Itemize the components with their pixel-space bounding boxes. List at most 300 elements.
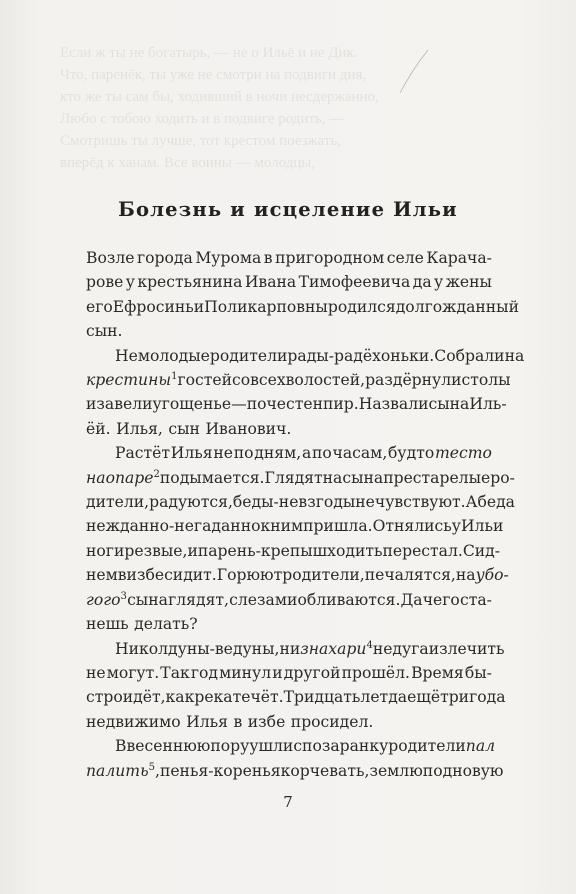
word <box>115 734 126 758</box>
word <box>213 441 233 465</box>
italic-term: знахари <box>300 639 367 658</box>
word <box>249 734 293 758</box>
text-line <box>86 368 511 392</box>
text-line <box>86 466 515 490</box>
word <box>382 539 462 563</box>
word <box>342 661 410 685</box>
word <box>86 246 135 270</box>
text-run: не <box>86 663 106 682</box>
word <box>96 392 152 416</box>
text-run: ещё <box>407 688 441 707</box>
word <box>383 466 490 490</box>
word <box>127 588 168 612</box>
word <box>452 759 503 783</box>
word <box>86 295 113 319</box>
word <box>373 637 429 661</box>
text-run: Тимофеевича <box>298 273 411 292</box>
text-run: Ефросиньи <box>112 297 205 316</box>
word <box>247 392 323 416</box>
text-run: и <box>272 663 283 682</box>
word <box>463 539 500 563</box>
word <box>466 490 478 514</box>
text-run: Немолодые <box>115 346 210 365</box>
text-run: избе <box>247 712 286 731</box>
word <box>116 417 163 441</box>
word <box>360 685 388 709</box>
word <box>204 295 328 319</box>
word <box>373 514 452 538</box>
text-run: обливаются. <box>297 590 401 609</box>
word <box>191 661 218 685</box>
word <box>118 563 127 587</box>
text-run: парень-крепыш <box>197 541 328 560</box>
text-run: Ильи <box>460 517 504 536</box>
text-run: нем <box>86 566 118 585</box>
word <box>195 246 261 270</box>
text-run: дители, <box>86 493 150 512</box>
word <box>469 685 505 709</box>
text-run: , <box>154 761 160 780</box>
word <box>505 344 525 368</box>
text-run: Горюют <box>216 566 283 585</box>
word <box>139 637 279 661</box>
text-run: ста- <box>459 590 492 609</box>
word <box>388 685 407 709</box>
word <box>86 563 118 587</box>
word <box>134 612 198 636</box>
text-run: Растёт <box>115 444 171 463</box>
word <box>272 661 282 685</box>
text-run: родители, <box>282 566 365 585</box>
text-run: нежданно-негаданно <box>86 517 261 536</box>
text-run: родители <box>209 346 288 365</box>
word <box>465 661 492 685</box>
word <box>186 710 228 734</box>
text-run: ним <box>270 517 304 536</box>
text-run: у <box>451 517 461 536</box>
text-run: не <box>355 493 375 512</box>
text-run: Время <box>411 663 464 682</box>
text-run: весеннюю <box>126 737 211 756</box>
text-run: спозаранку <box>293 737 389 756</box>
text-run: Иванович. <box>205 419 292 438</box>
word <box>210 344 288 368</box>
text-run: недуга <box>372 639 429 658</box>
word <box>126 270 135 294</box>
text-run: слезами <box>229 590 298 609</box>
word <box>407 685 440 709</box>
text-run: могут. <box>106 663 160 682</box>
word <box>86 514 260 538</box>
text-run: минул <box>219 663 272 682</box>
text-run: по <box>312 444 332 463</box>
text-run: глядят, <box>168 590 230 609</box>
ghost-line: вперёд к ханам. Все воины — молодцы, <box>60 155 316 171</box>
italic-term: убо- <box>475 566 509 585</box>
word <box>365 368 461 392</box>
word <box>413 270 432 294</box>
word <box>429 392 470 416</box>
text-run: Мурома <box>195 249 262 267</box>
text-line <box>86 270 492 294</box>
text-run: новую <box>452 761 504 780</box>
text-line <box>86 759 504 783</box>
text-line <box>86 710 492 734</box>
word <box>86 661 106 685</box>
word <box>434 270 443 294</box>
word <box>160 466 265 490</box>
text-run: селе <box>386 249 424 267</box>
text-run: лет <box>360 688 389 707</box>
text-run: избе <box>126 566 165 585</box>
text-run: Ивана <box>244 273 297 292</box>
word <box>229 588 297 612</box>
text-run: в <box>233 712 243 731</box>
text-run: города <box>137 249 193 267</box>
text-line <box>86 563 509 587</box>
text-run: рове <box>86 273 124 292</box>
text-run: часам, <box>332 444 388 463</box>
word <box>327 539 382 563</box>
word <box>254 441 301 465</box>
text-run: престарелые <box>383 468 491 487</box>
word <box>469 392 506 416</box>
page-number: 7 <box>283 793 293 811</box>
word <box>210 734 249 758</box>
text-run: нешь <box>86 615 129 634</box>
word <box>291 710 374 734</box>
text-line <box>86 637 505 661</box>
word <box>333 441 388 465</box>
word <box>234 710 243 734</box>
word <box>300 637 373 661</box>
text-run: чувствуют. <box>374 493 466 512</box>
text-run: всех <box>250 371 286 390</box>
italic-term: гого <box>86 590 121 609</box>
text-run: чего <box>422 590 460 609</box>
word <box>250 368 286 392</box>
word <box>166 685 195 709</box>
text-run: пенья-коренья <box>159 761 281 780</box>
text-line <box>86 734 496 758</box>
text-run: Поликарповны <box>204 297 328 316</box>
text-run: — <box>231 395 247 414</box>
text-run: у <box>125 273 135 292</box>
word <box>299 270 411 294</box>
word <box>86 612 129 636</box>
text-run: просидел. <box>290 712 374 731</box>
word <box>281 759 370 783</box>
word <box>233 685 284 709</box>
text-run: родители <box>388 737 466 756</box>
word <box>86 685 123 709</box>
text-run: завели <box>96 395 153 414</box>
text-run: Так <box>160 663 190 682</box>
word <box>124 539 187 563</box>
word <box>323 392 359 416</box>
word <box>477 490 515 514</box>
word <box>298 588 401 612</box>
text-run: землю <box>369 761 423 780</box>
word <box>286 368 365 392</box>
ghost-line: Если ж ты не богатырь, — не о Ильё и не Дик. <box>60 45 358 61</box>
text-run: в <box>263 249 273 267</box>
text-run: и <box>187 541 198 560</box>
bleed-through-text <box>60 42 530 192</box>
word <box>107 661 159 685</box>
word <box>113 295 204 319</box>
text-run: угощенье <box>152 395 232 414</box>
word <box>115 441 170 465</box>
text-run: сына <box>127 590 168 609</box>
text-run: Илья <box>186 712 228 731</box>
text-line <box>86 441 492 465</box>
text-run: пору <box>210 737 250 756</box>
word <box>387 246 424 270</box>
text-run: пир. <box>323 395 359 414</box>
text-run: у <box>434 273 444 292</box>
body-text <box>86 246 525 783</box>
text-line <box>86 246 492 270</box>
word <box>137 270 242 294</box>
word <box>293 734 388 758</box>
word <box>171 441 213 465</box>
word <box>232 368 250 392</box>
word <box>328 295 396 319</box>
word <box>446 270 492 294</box>
word <box>86 392 96 416</box>
text-run: ходить <box>327 541 383 560</box>
text-run: бы- <box>464 663 492 682</box>
word <box>160 661 189 685</box>
text-run: резвые, <box>124 541 188 560</box>
word <box>86 759 160 783</box>
footnote-ref: 4 <box>366 639 373 651</box>
text-run: колдуны-ведуны, <box>139 639 280 658</box>
word <box>388 441 434 465</box>
text-line <box>86 514 504 538</box>
text-run: сын. <box>86 322 123 341</box>
word <box>284 685 361 709</box>
text-run: да <box>388 688 408 707</box>
word <box>279 637 300 661</box>
ghost-line: Любо с тобою ходить и в подвиге родить, — <box>60 111 345 127</box>
italic-term: опаре <box>105 468 154 487</box>
text-run: три <box>440 688 470 707</box>
word <box>86 588 127 612</box>
text-run: река <box>194 688 233 707</box>
text-run: прошёл. <box>341 663 410 682</box>
word <box>429 637 505 661</box>
text-line <box>86 612 492 636</box>
word <box>426 246 492 270</box>
word <box>462 368 511 392</box>
text-run: А <box>465 493 478 512</box>
text-run: беды-невзгоды <box>232 493 356 512</box>
footnote-ref: 3 <box>120 590 127 602</box>
word <box>460 588 492 612</box>
text-run: стро <box>86 688 123 707</box>
text-run: Карача- <box>426 249 492 267</box>
italic-term: палить <box>86 761 149 780</box>
text-run: течёт. <box>232 688 284 707</box>
text-run: долгожданный <box>395 297 519 316</box>
text-run: Тридцать <box>283 688 361 707</box>
text-run: недвижимо <box>86 712 181 731</box>
word <box>137 246 193 270</box>
word <box>287 344 434 368</box>
word <box>466 734 495 758</box>
word <box>461 514 503 538</box>
text-line <box>86 539 501 563</box>
text-run: делать? <box>134 615 198 634</box>
word <box>365 563 456 587</box>
text-run: год <box>190 663 219 682</box>
text-run: на <box>322 468 343 487</box>
text-run: гостей <box>177 371 232 390</box>
text-run: под <box>422 761 453 780</box>
word <box>149 490 233 514</box>
word <box>233 490 355 514</box>
word <box>198 539 327 563</box>
word <box>284 661 341 685</box>
word <box>86 490 149 514</box>
word <box>86 539 124 563</box>
word <box>401 588 423 612</box>
word <box>423 588 460 612</box>
word <box>248 710 286 734</box>
word <box>231 392 247 416</box>
text-run: со <box>231 371 251 390</box>
word <box>476 563 509 587</box>
word <box>86 466 106 490</box>
text-run: волостей, <box>285 371 366 390</box>
text-run: корчевать, <box>280 761 370 780</box>
text-run: Возле <box>86 249 135 267</box>
word <box>168 417 200 441</box>
text-run: излечить <box>428 639 505 658</box>
text-run: почестен <box>246 395 323 414</box>
text-run: Отнялись <box>372 517 452 536</box>
text-run: Илья <box>170 444 213 463</box>
word <box>115 637 139 661</box>
italic-term: тесто <box>434 444 492 463</box>
word <box>369 759 422 783</box>
text-run: другой <box>283 663 341 682</box>
ghost-line: Смотришь ты лучше, тот крестом поезжать, <box>60 133 342 149</box>
text-run: на <box>504 346 525 365</box>
text-run: раздёрнули <box>365 371 462 390</box>
text-run: подымается. <box>159 468 265 487</box>
text-line <box>86 417 492 441</box>
ghost-line: кто же ты сам бы, ходивший в ночи несдержанно, <box>60 89 379 105</box>
word <box>312 441 332 465</box>
text-run: ни <box>279 639 301 658</box>
word <box>396 295 519 319</box>
text-run: ёй. <box>86 419 111 438</box>
text-run: дням, <box>254 444 302 463</box>
text-run: пришла. <box>303 517 373 536</box>
footnote-ref: 1 <box>171 371 178 383</box>
text-line <box>86 685 506 709</box>
text-run: по <box>233 444 254 463</box>
text-run: крестьянина <box>137 273 243 292</box>
text-run: ушли <box>249 737 294 756</box>
text-run: Глядят <box>264 468 323 487</box>
word <box>342 466 383 490</box>
word <box>411 661 464 685</box>
text-run: жены <box>445 273 492 292</box>
word <box>423 759 452 783</box>
word <box>126 734 210 758</box>
text-run: идёт, <box>122 688 166 707</box>
text-run: в <box>117 566 127 585</box>
word <box>160 759 281 783</box>
word <box>164 563 217 587</box>
word <box>205 417 291 441</box>
text-run: года <box>469 688 506 707</box>
italic-term: пал <box>465 737 496 756</box>
word <box>219 661 271 685</box>
text-run: а <box>301 444 312 463</box>
text-line <box>86 392 507 416</box>
text-run: Ни <box>115 639 139 658</box>
word <box>388 734 466 758</box>
word <box>86 270 123 294</box>
italic-term: крестины <box>86 371 172 390</box>
text-run: Назвали <box>358 395 429 414</box>
text-line <box>86 344 525 368</box>
text-run: будто <box>388 444 435 463</box>
chapter-title: Болезнь и исцеление Ильи <box>118 198 458 221</box>
word <box>359 392 429 416</box>
word <box>375 490 466 514</box>
footnote-ref: 5 <box>148 761 155 773</box>
text-run: Собрали <box>434 346 505 365</box>
word <box>106 466 160 490</box>
text-run: родился <box>327 297 396 316</box>
word <box>234 441 254 465</box>
text-run: радуются, <box>149 493 233 512</box>
text-line <box>86 588 492 612</box>
word <box>275 246 384 270</box>
text-run: да <box>412 273 432 292</box>
text-run: к <box>260 517 271 536</box>
text-run: пригородном <box>275 249 385 267</box>
word <box>260 514 270 538</box>
word <box>177 368 232 392</box>
word <box>168 588 229 612</box>
word <box>264 246 273 270</box>
word <box>282 563 364 587</box>
word <box>86 417 111 441</box>
text-run: печалятся, <box>364 566 456 585</box>
text-line <box>86 295 519 319</box>
word <box>123 685 166 709</box>
text-run: перестал. <box>382 541 463 560</box>
text-run: его <box>86 297 113 316</box>
word <box>86 319 123 343</box>
ghost-line: Что, паренёк, ты уже не смотри на подвиги дня, <box>60 67 367 83</box>
text-line <box>86 319 492 343</box>
italic-term: на <box>86 468 106 487</box>
word <box>127 563 165 587</box>
word <box>86 710 181 734</box>
text-line <box>86 490 515 514</box>
text-run: рады-радёхоньки. <box>287 346 435 365</box>
word <box>303 514 372 538</box>
word <box>435 441 492 465</box>
